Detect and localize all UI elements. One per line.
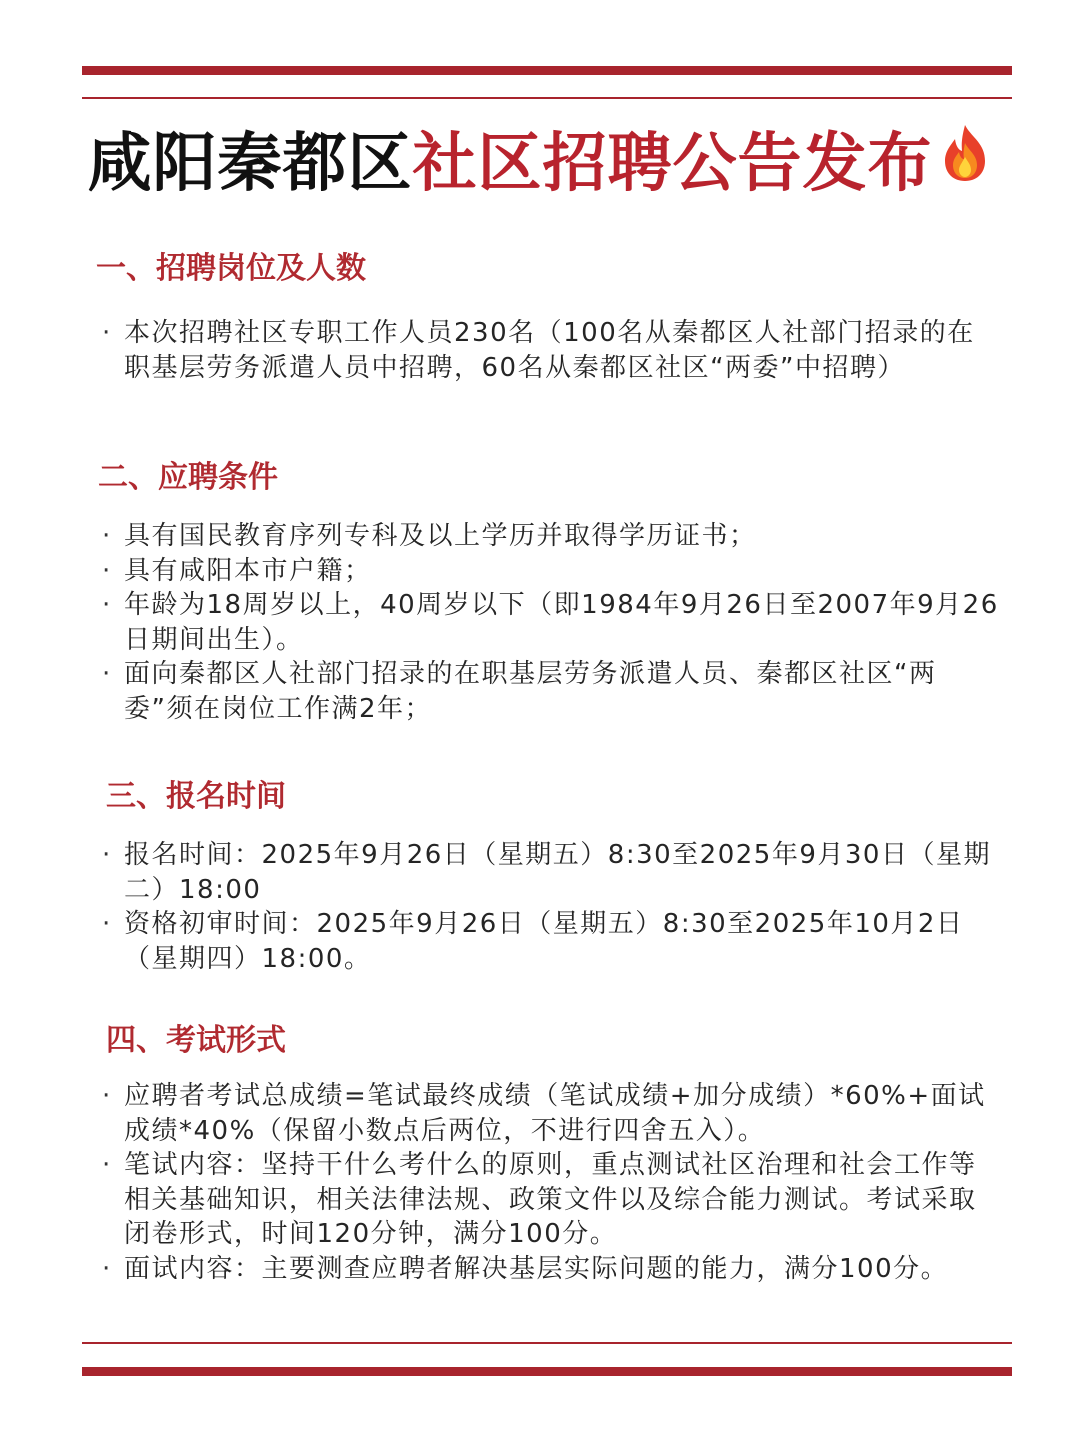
list-item [100,588,1000,657]
list-item-text: 具有国民教育序列专科及以上学历并取得学历证书； [124,521,757,551]
list-item-text: 笔试内容：坚持干什么考什么的原则，重点测试社区治理和社会工作等相关基础知识，相关法律法规、政策文件以及综合能力测试。考试采取闭卷形式，时间120分钟，满分100分。 [124,1150,977,1249]
bottom-thick-rule [82,1367,1012,1376]
list-item [100,316,1000,385]
list-item [100,657,1000,726]
bullet-dot: · [102,555,112,586]
bullet-dot: · [102,590,112,620]
bullet-dot: · [102,521,112,551]
bullet-dot: · [102,1150,112,1180]
section-heading-requirements: 二、应聘条件 [98,460,278,495]
list-item-text: 报名时间：2025年9月26日（星期五）8:30至2025年9月30日（星期二）18:00 [124,840,991,905]
list-item [100,1079,1000,1148]
list-item-text: 面向秦都区人社部门招录的在职基层劳务派遣人员、秦都区社区“两委”须在岗位工作满2年； [124,659,937,724]
page-title [0,124,1080,204]
bullet-dot: · [102,1081,112,1111]
bullet-dot: · [102,318,112,348]
bottom-thin-rule [82,1342,1012,1344]
section-heading-exam-format: 四、考试形式 [106,1023,286,1058]
top-thick-rule [82,66,1012,75]
list-item-text: 面试内容：主要测查应聘者解决基层实际问题的能力，满分100分。 [124,1253,949,1284]
bullet-dot: · [102,659,112,689]
section-list-positions [100,316,1000,385]
section-list-registration-time [100,838,1000,976]
list-item [100,554,1000,589]
title-black-part: 咸阳秦都区 [87,127,413,201]
bullet-dot: · [102,840,112,870]
bullet-dot: · [102,1253,112,1284]
list-item [100,838,1000,907]
section-heading-positions: 一、招聘岗位及人数 [96,251,366,286]
list-item [100,519,1000,554]
fire-icon [937,122,993,202]
section-list-exam-format [100,1079,1000,1286]
list-item [100,907,1000,976]
list-item-text: 年龄为18周岁以上，40周岁以下（即1984年9月26日至2007年9月26日期间出生）。 [124,590,999,655]
list-item-text: 本次招聘社区专职工作人员230名（100名从秦都区人社部门招录的在职基层劳务派遣人员中招聘，60名从秦都区社区“两委”中招聘） [124,318,975,383]
title-red-part: 社区招聘公告发布 [412,127,933,201]
bullet-dot: · [102,909,112,939]
section-list-requirements [100,519,1000,726]
top-thin-rule [82,97,1012,99]
list-item-text: 具有咸阳本市户籍； [124,555,372,586]
list-item-text: 应聘者考试总成绩=笔试最终成绩（笔试成绩+加分成绩）*60%+面试成绩*40%（保留小数点后两位，不进行四舍五入）。 [124,1081,986,1146]
section-heading-registration-time: 三、报名时间 [106,779,286,814]
list-item-text: 资格初审时间：2025年9月26日（星期五）8:30至2025年10月2日（星期四）18:00。 [124,909,964,974]
list-item [100,1252,1000,1287]
list-item [100,1148,1000,1252]
